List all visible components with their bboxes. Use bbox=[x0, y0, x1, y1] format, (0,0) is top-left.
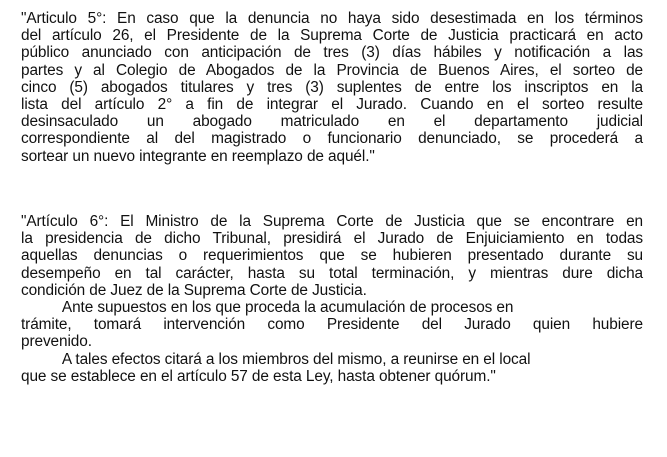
article-6-line: que se establece en el artículo 57 de esta Ley, hasta obtener quórum." bbox=[21, 367, 496, 385]
article-6-line: la presidencia de dicho Tribunal, presidirá el Jurado de Enjuiciamiento en todas bbox=[21, 230, 643, 248]
article-5-line: cinco (5) abogados titulares y tres (3) suplentes de entre los inscriptos en la bbox=[21, 78, 643, 96]
article-6-line: trámite, tomará intervención como Presidente del Jurado quien hubiere bbox=[21, 316, 643, 334]
article-5-line: del artículo 26, el Presidente de la Suprema Corte de Justicia practicará en acto bbox=[21, 27, 643, 45]
article-5-line: desinsaculado un abogado matriculado en el departamento judicial bbox=[21, 113, 643, 131]
article-5-line: público anunciado con anticipación de tres (3) días hábiles y notificación a las bbox=[21, 44, 643, 62]
article-6-line: Ante supuestos en los que proceda la acumulación de procesos en bbox=[21, 299, 514, 317]
article-6-line: "Artículo 6°: El Ministro de la Suprema Corte de Justicia que se encontrare en bbox=[21, 213, 643, 230]
article-5-line: lista del artículo 2° a fin de integrar el Jurado. Cuando en el sorteo resulte bbox=[21, 96, 643, 114]
article-6-line: desempeño en tal carácter, hasta su total terminación, y mientras dure dicha bbox=[21, 264, 643, 282]
article-6-line: condición de Juez de la Suprema Corte de Justicia. bbox=[21, 281, 367, 299]
article-5-line: partes y al Colegio de Abogados de la Provincia de Buenos Aires, el sorteo de bbox=[21, 61, 643, 79]
article-5-line: sortear un nuevo integrante en reemplazo de aquél." bbox=[21, 147, 375, 165]
article-5-line: correspondiente al del magistrado o funcionario denunciado, se procederá a bbox=[21, 130, 643, 148]
article-5-paragraph bbox=[21, 10, 643, 165]
article-6-line: aquellas denuncias o requerimientos que se hubieren presentado durante su bbox=[21, 247, 643, 265]
article-6-line: prevenido. bbox=[21, 333, 92, 351]
article-5-line: "Articulo 5°: En caso que la denuncia no haya sido desestimada en los términos bbox=[21, 10, 643, 27]
article-6-paragraph bbox=[21, 213, 643, 385]
article-6-line: A tales efectos citará a los miembros del mismo, a reunirse en el local bbox=[21, 350, 531, 368]
